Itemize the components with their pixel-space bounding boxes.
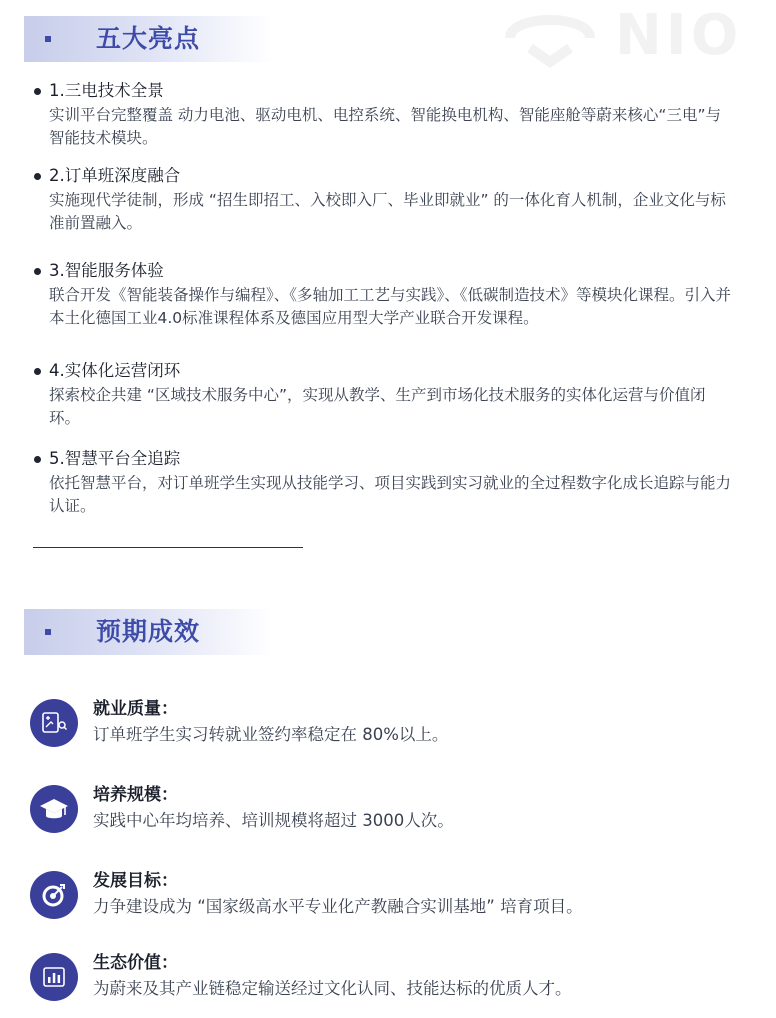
bullet-icon (34, 368, 41, 375)
result-desc: 力争建设成为 “国家级高水平专业化产教融合实训基地” 培育项目。 (93, 897, 583, 916)
result-desc: 订单班学生实习转就业签约率稳定在 80%以上。 (93, 725, 449, 744)
bullet-icon (34, 173, 41, 180)
highlight-title: 5.智慧平台全追踪 (49, 449, 181, 468)
nio-logo-icon (500, 4, 600, 68)
header-square-icon (45, 629, 51, 635)
result-item (30, 697, 750, 749)
section-title: 预期成效 (96, 617, 201, 646)
watermark-text: NIO (615, 3, 743, 68)
section-header-results (24, 609, 274, 655)
nio-watermark (500, 4, 750, 68)
result-title: 培养规模： (93, 785, 178, 805)
result-item (30, 869, 750, 921)
highlight-title: 3.智能服务体验 (49, 261, 164, 280)
highlight-desc: 探索校企共建 “区域技术服务中心”，实现从教学、生产到市场化技术服务的实体化运营与价值闭环。 (49, 386, 706, 427)
result-desc: 实践中心年均培养、培训规模将超过 3000人次。 (93, 811, 454, 830)
highlight-title: 2.订单班深度融合 (49, 166, 181, 185)
highlight-title: 1.三电技术全景 (49, 81, 164, 100)
bullet-icon (34, 268, 41, 275)
section-title: 五大亮点 (96, 24, 201, 53)
highlight-desc: 依托智慧平台，对订单班学生实现从技能学习、项目实践到实习就业的全过程数字化成长追踪与能力认证。 (49, 474, 732, 515)
section-header-highlights (24, 16, 274, 62)
result-title: 发展目标： (93, 871, 178, 891)
divider-line (33, 547, 303, 548)
highlight-desc: 实训平台完整覆盖 动力电池、驱动电机、电控系统、智能换电机构、智能座舱等蔚来核心“三电”与智能技术模块。 (49, 106, 721, 147)
target-icon (30, 871, 78, 919)
result-item (30, 783, 750, 835)
highlight-desc: 联合开发《智能装备操作与编程》、《多轴加工工艺与实践》、《低碳制造技术》等模块化课程。引入并本土化德国工业4.0标准课程体系及德国应用型大学产业联合开发课程。 (49, 286, 732, 327)
result-title: 就业质量： (93, 699, 178, 719)
bar-chart-icon (30, 953, 78, 1001)
highlight-desc: 实施现代学徒制，形成 “招生即招工、入校即入厂、毕业即就业” 的一体化育人机制，企业文化与标准前置融入。 (49, 191, 726, 232)
graduation-cap-icon (30, 785, 78, 833)
bullet-icon (34, 456, 41, 463)
result-item (30, 951, 750, 1003)
clipboard-search-icon (30, 699, 78, 747)
result-title: 生态价值： (93, 953, 178, 973)
bullet-icon (34, 88, 41, 95)
highlight-title: 4.实体化运营闭环 (49, 361, 181, 380)
result-desc: 为蔚来及其产业链稳定输送经过文化认同、技能达标的优质人才。 (93, 979, 572, 998)
header-square-icon (45, 36, 51, 42)
